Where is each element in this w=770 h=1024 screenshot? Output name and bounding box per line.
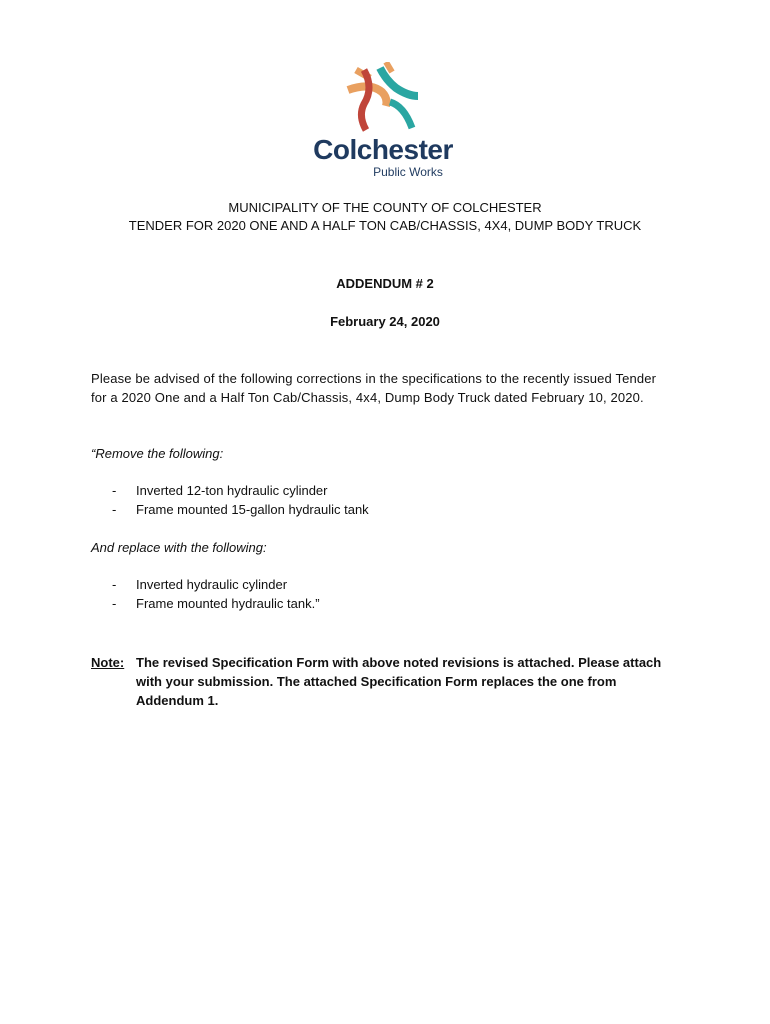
remove-list [112, 481, 369, 519]
colchester-emblem-icon [308, 62, 458, 142]
logo-wordmark: Colchester [313, 134, 453, 165]
list-item [112, 575, 320, 594]
intro-paragraph: Please be advised of the following corrections in the specifications to the recently issued Tender for a 2020 One and a Half Ton Cab/Chassis, 4x4, Dump Body Truck dated February 10, 2020. [91, 371, 657, 405]
remove-heading: “Remove the following: [91, 446, 224, 461]
replace-list [112, 575, 320, 613]
list-item [112, 481, 369, 500]
replace-heading: And replace with the following: [91, 540, 267, 555]
list-dash: - [112, 483, 117, 498]
note-text: The revised Specification Form with above noted revisions is attached. Please attach with your submission. The attached Specification Form replaces the one from Addendum 1. [136, 655, 662, 708]
note-label: Note: [91, 655, 125, 670]
list-item-text: Inverted hydraulic cylinder [136, 577, 288, 592]
list-dash: - [112, 502, 117, 517]
tender-heading: TENDER FOR 2020 ONE AND A HALF TON CAB/CHASSIS, 4X4, DUMP BODY TRUCK [128, 218, 642, 233]
addendum-date: February 24, 2020 [330, 314, 440, 329]
list-item [112, 594, 320, 613]
list-dash: - [112, 596, 117, 611]
list-item-text: Inverted 12-ton hydraulic cylinder [136, 483, 328, 498]
addendum-title: ADDENDUM # 2 [336, 276, 434, 291]
list-item [112, 500, 369, 519]
municipality-heading: MUNICIPALITY OF THE COUNTY OF COLCHESTER [228, 200, 542, 215]
logo-subtitle: Public Works [373, 165, 443, 179]
colchester-logo [308, 62, 458, 184]
list-item-text: Frame mounted hydraulic tank.” [136, 596, 320, 611]
list-dash: - [112, 577, 117, 592]
list-item-text: Frame mounted 15-gallon hydraulic tank [136, 502, 369, 517]
